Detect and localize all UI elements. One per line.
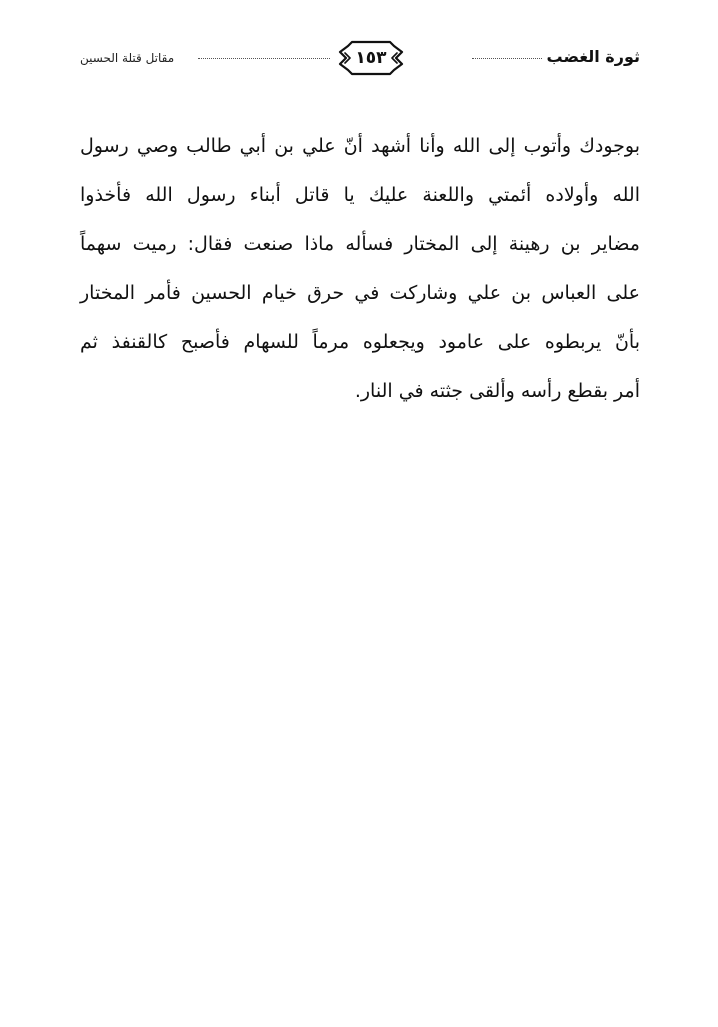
running-header (80, 38, 640, 78)
page-number: ١٥٣ (355, 48, 387, 68)
header-book-title: ثورة الغضب (543, 45, 641, 69)
header-dotted-rule-right (472, 58, 544, 59)
text-line: الله وأولاده أئمتي واللعنة عليك يا قاتل أبناء رسول الله فأخذوا (80, 184, 640, 206)
text-line: أمر بقطع رأسه وألقى جثته في النار. (354, 380, 640, 402)
header-chapter-title: مقاتل قتلة الحسين (80, 47, 178, 69)
text-line: على العباس بن علي وشاركت في حرق خيام الحسين فأمر المختار (80, 282, 640, 304)
text-line: بأنّ يربطوه على عامود ويجعلوه مرماً للسهام فأصبح كالقنفذ ثم (80, 331, 640, 353)
header-dotted-rule-left (198, 58, 330, 59)
text-line: مضاير بن رهينة إلى المختار فسأله ماذا صنعت فقال: رميت سهماً (80, 233, 640, 255)
page-number-badge (338, 38, 404, 78)
body-paragraph (80, 122, 640, 416)
text-line: بوجودك وأتوب إلى الله وأنا أشهد أنّ علي بن أبي طالب وصي رسول (80, 135, 640, 157)
